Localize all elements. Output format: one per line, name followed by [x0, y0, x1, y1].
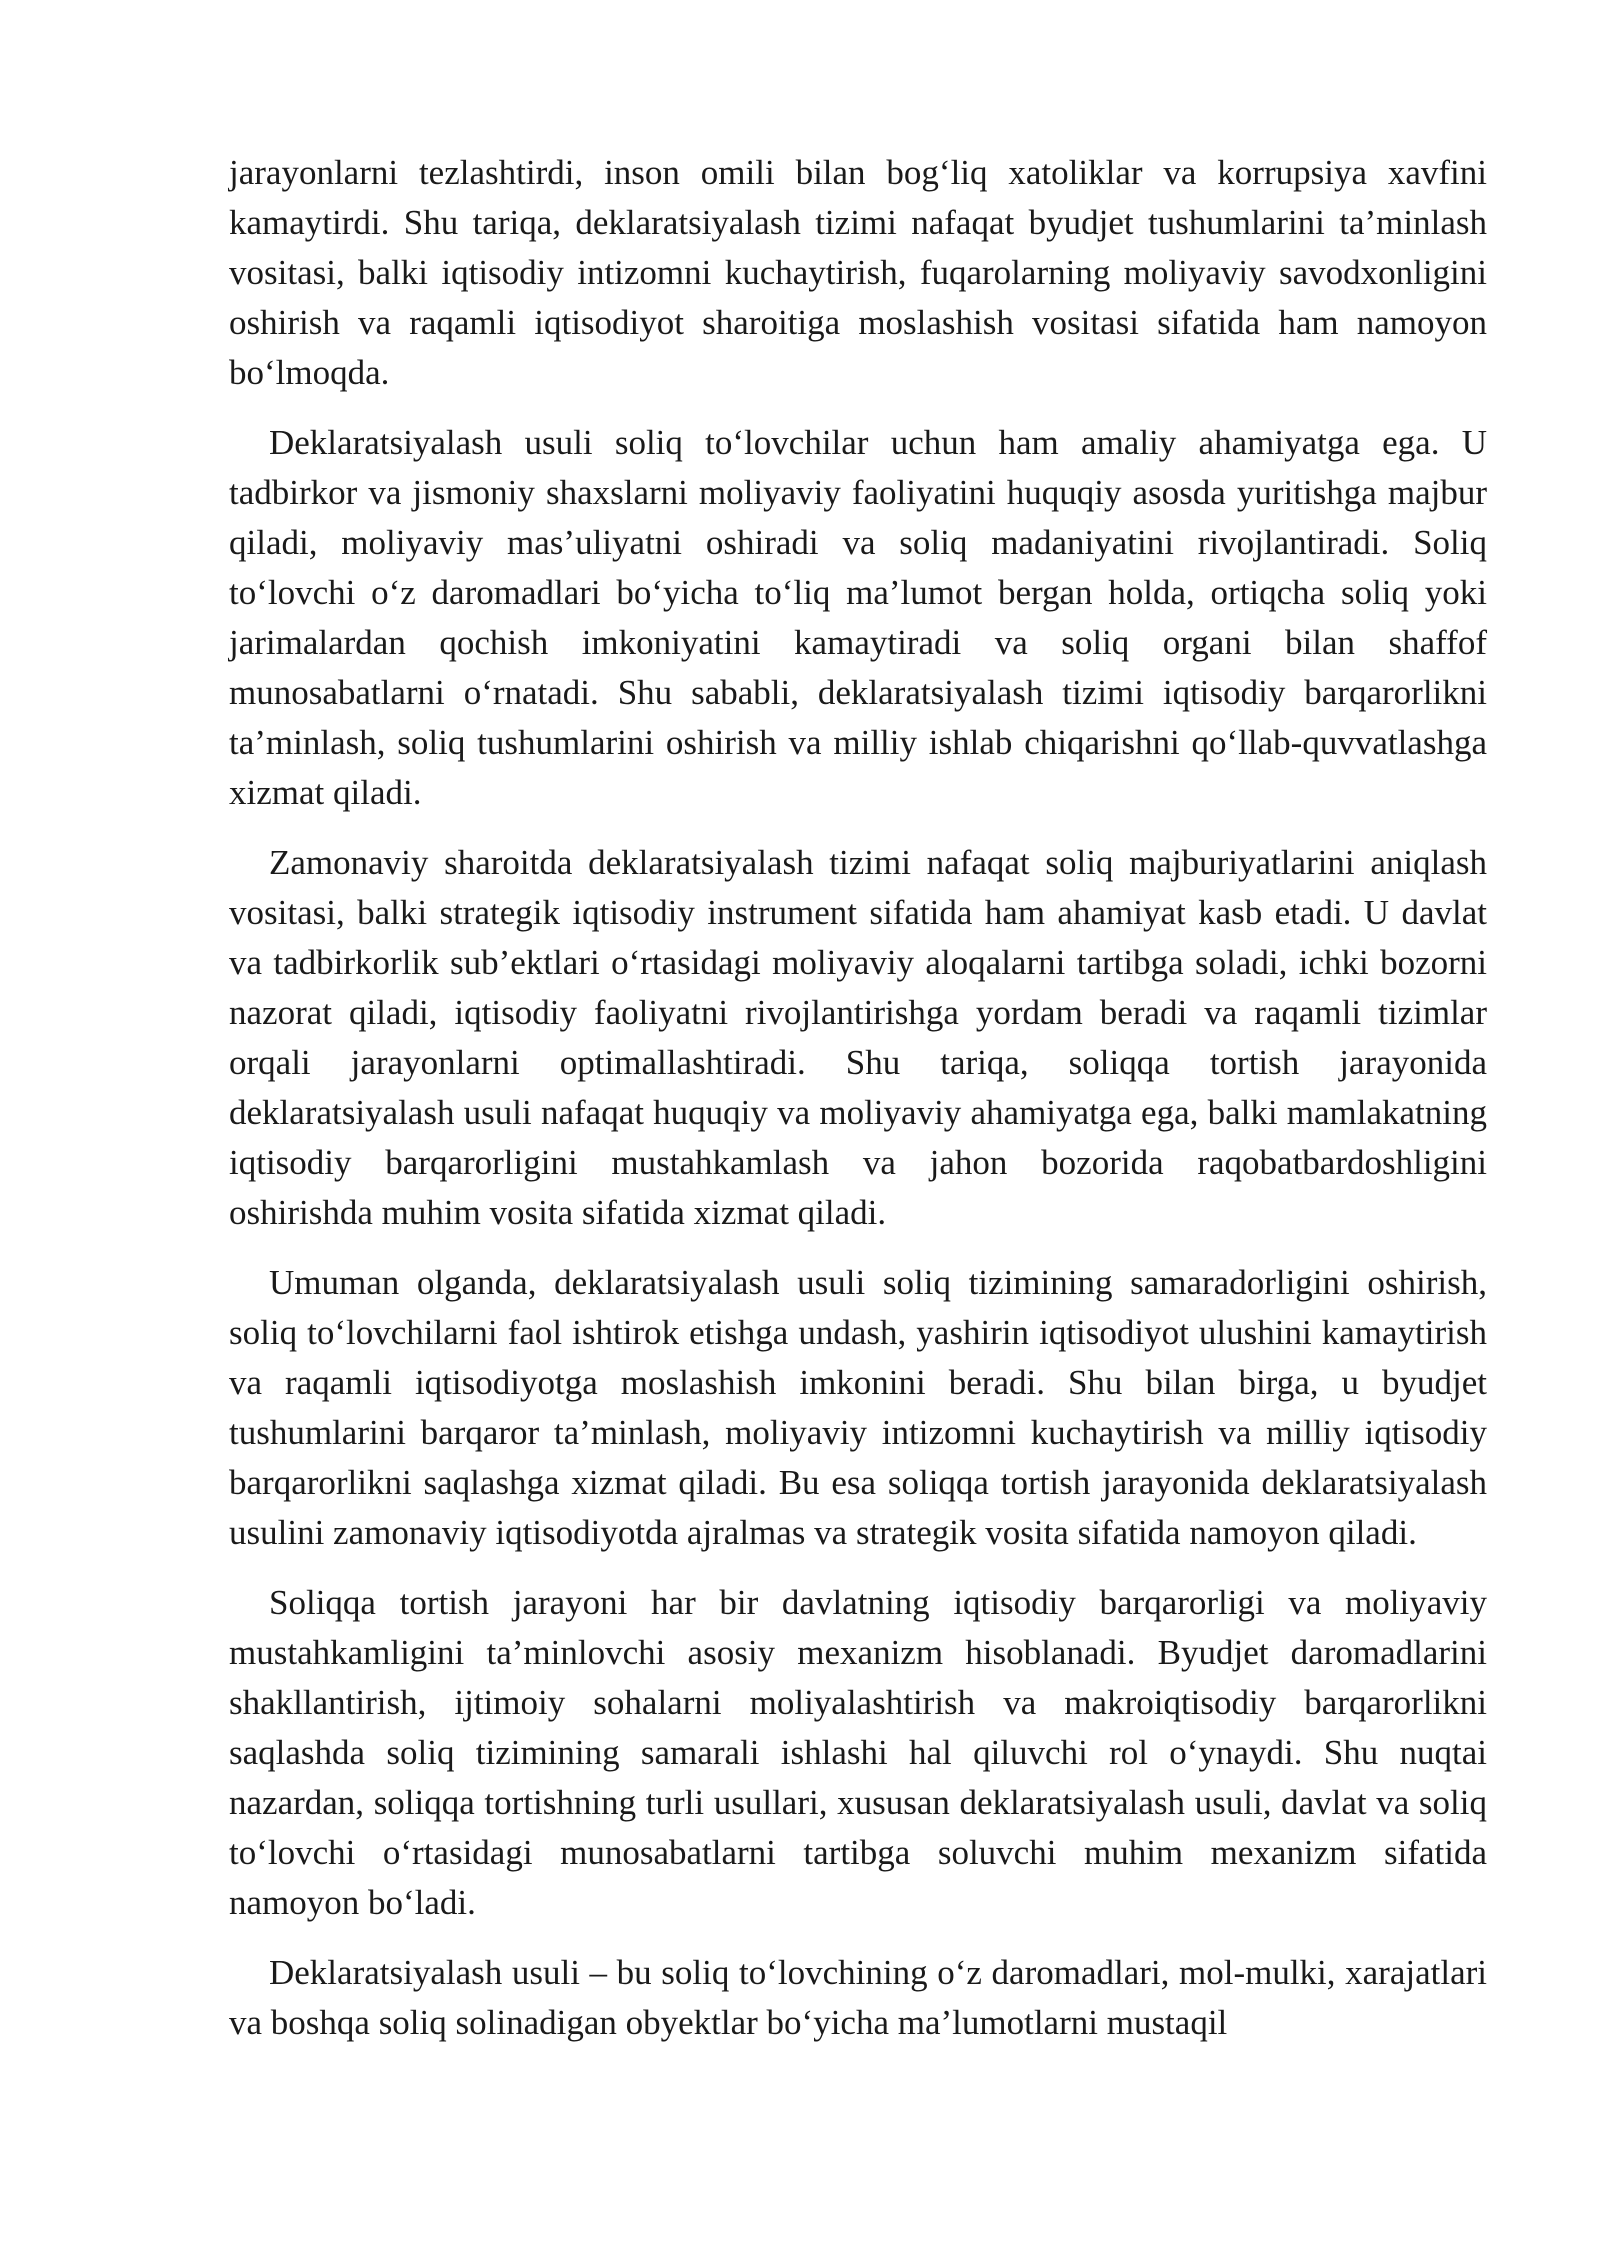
paragraph-continuation: jarayonlarni tezlashtirdi, inson omili bilan bog‘liq xatoliklar va korrupsiya xavfini kamaytirdi. Shu tariqa, deklaratsiyalash tizimi nafaqat byudjet tushumlarini ta’minlash vositasi, balki iqtisodiy intizomni kuchaytirish, fuqarolarning moliyaviy savodxonligini oshirish va raqamli iqtisodiyot sharoitiga moslashish vositasi sifatida ham namoyon bo‘lmoqda. — [229, 153, 1487, 392]
document-page — [229, 148, 1487, 2068]
paragraph-summary: Umuman olganda, deklaratsiyalash usuli soliq tizimining samaradorligini oshirish, soliq to‘lovchilarni faol ishtirok etishga undash, yashirin iqtisodiyot ulushini kamaytirish va raqamli iqtisodiyotga moslashish imkonini beradi. Shu bilan birga, u byudjet tushumlarini barqaror ta’minlash, moliyaviy intizomni kuchaytirish va milliy iqtisodiy barqarorlikni saqlashga xizmat qiladi. Bu esa soliqqa tortish jarayonida deklaratsiyalash usulini zamonaviy iqtisodiyotda ajralmas va strategik vosita sifatida namoyon qiladi. — [229, 1263, 1487, 1552]
paragraph-modern-conditions: Zamonaviy sharoitda deklaratsiyalash tizimi nafaqat soliq majburiyatlarini aniqlash vositasi, balki strategik iqtisodiy instrument sifatida ham ahamiyat kasb etadi. U davlat va tadbirkorlik sub’ektlari o‘rtasidagi moliyaviy aloqalarni tartibga soladi, ichki bozorni nazorat qiladi, iqtisodiy faoliyatni rivojlantirishga yordam beradi va raqamli tizimlar orqali jarayonlarni optimallashtiradi. Shu tariqa, soliqqa tortish jarayonida deklaratsiyalash usuli nafaqat huquqiy va moliyaviy ahamiyatga ega, balki mamlakatning iqtisodiy barqarorligini mustahkamlash va jahon bozorida raqobatbardoshligini oshirishda muhim vosita sifatida xizmat qiladi. — [229, 843, 1487, 1232]
paragraph-taxation-process: Soliqqa tortish jarayoni har bir davlatning iqtisodiy barqarorligi va moliyaviy mustahkamligini ta’minlovchi asosiy mexanizm hisoblanadi. Byudjet daromadlarini shakllantirish, ijtimoiy sohalarni moliyalashtirish va makroiqtisodiy barqarorlikni saqlashda soliq tizimining samarali ishlashi hal qiluvchi rol o‘ynaydi. Shu nuqtai nazardan, soliqqa tortishning turli usullari, xususan deklaratsiyalash usuli, davlat va soliq to‘lovchi o‘rtasidagi munosabatlarni tartibga soluvchi muhim mexanizm sifatida namoyon bo‘ladi. — [229, 1583, 1487, 1922]
paragraph-declaration-definition: Deklaratsiyalash usuli – bu soliq to‘lovchining o‘z daromadlari, mol-mulki, xarajatlari va boshqa soliq solinadigan obyektlar bo‘yicha ma’lumotlarni mustaqil — [229, 1953, 1487, 2042]
paragraph-practical-importance: Deklaratsiyalash usuli soliq to‘lovchilar uchun ham amaliy ahamiyatga ega. U tadbirkor va jismoniy shaxslarni moliyaviy faoliyatini huquqiy asosda yuritishga majbur qiladi, moliyaviy mas’uliyatni oshiradi va soliq madaniyatini rivojlantiradi. Soliq to‘lovchi o‘z daromadlari bo‘yicha to‘liq ma’lumot bergan holda, ortiqcha soliq yoki jarimalardan qochish imkoniyatini kamaytiradi va soliq organi bilan shaffof munosabatlarni o‘rnatadi. Shu sababli, deklaratsiyalash tizimi iqtisodiy barqarorlikni ta’minlash, soliq tushumlarini oshirish va milliy ishlab chiqarishni qo‘llab-quvvatlashga xizmat qiladi. — [229, 423, 1487, 812]
